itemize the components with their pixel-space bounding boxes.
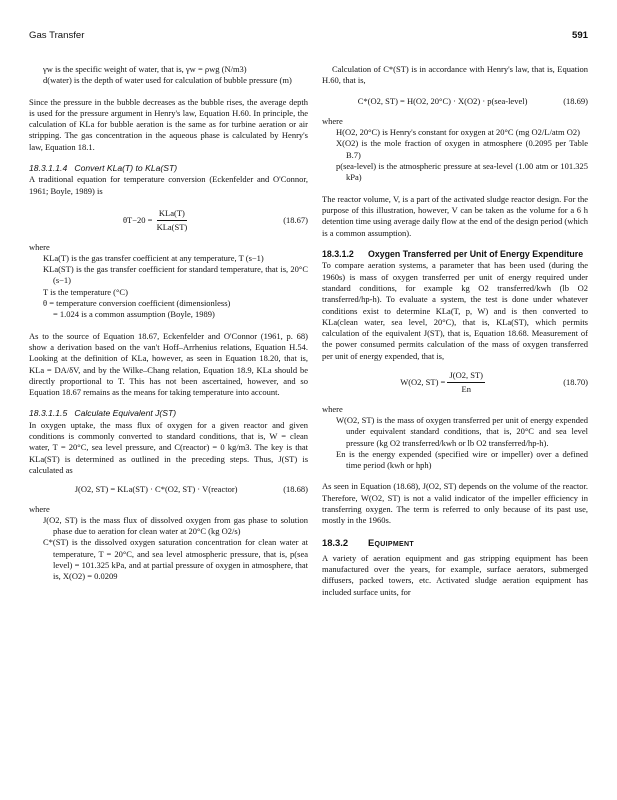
where-label: where	[29, 241, 50, 252]
equation-fraction	[155, 208, 190, 234]
paragraph: As to the source of Equation 18.67, Eckenfelder and O'Connor (1961, p. 68) show a derivation based on the van't Hoff–Arrhenius relations, Equation H.54. Looking at the definition of KLa, however, as seen in Equation 18.20, that is, KLa = DA/δV, and by the Wilke–Chang relation, Equation 18.9, KLa should be directly proportional to T. This has not been ascertained, however, and so Equation 18.67 remains as the means for taking temperature into account.	[29, 330, 308, 398]
equation-18-70	[322, 370, 588, 396]
paragraph: Since the pressure in the bubble decreases as the bubble rises, the average depth is used for the pressure argument in Henry's law, Equation H.60. In principle, the calculation of KLa for bubble aeration is the same as for turbine aeration or air stripping. The gas concentration in the aqueous phase is calculated by Henry's law, Equation 18.1.	[29, 96, 308, 152]
definitions	[322, 127, 588, 183]
equation-fraction	[447, 370, 485, 396]
definition: γw is the specific weight of water, that is, γw = ρwg (N/m3)	[43, 64, 247, 74]
left-column	[29, 64, 308, 583]
section-heading-18-3-1-1-5: 18.3.1.1.5 Calculate Equivalent J(ST)	[29, 408, 177, 419]
definition: X(O2) is the mole fraction of oxygen in atmosphere (0.2095 per Table B.7)	[336, 138, 588, 160]
section-heading-18-3-1-1-4: 18.3.1.1.4 Convert KLa(T) to KLa(ST)	[29, 163, 178, 174]
page-number: 591	[571, 30, 588, 41]
running-title: Gas Transfer	[29, 30, 85, 41]
section-heading-18-3-2: 18.3.2 Equipment	[322, 536, 414, 548]
definition: C*(ST) is the dissolved oxygen saturation concentration for clean water at temperature, T = 20°C, and sea level atmospheric pressure, that is, p(sea level) = 101.325 kPa, and at partial pressure of oxygen in atmosphere, that is, X(O2) = 0.0209	[43, 537, 308, 582]
numerator: J(O2, ST)	[447, 370, 485, 383]
equation-body: J(O2, ST) = KLa(ST) · C*(O2, ST) · V(reactor)	[74, 484, 238, 495]
equation-lhs: θT−20 =	[122, 214, 153, 225]
paragraph: As seen in Equation (18.68), J(O2, ST) depends on the volume of the reactor. Therefore, W(O2, ST) is not a valid indicator of the impeller efficiency in transferring oxygen. The term is referred to only because of its past use, mostly in the 1960s.	[322, 481, 588, 526]
equation-number: (18.68)	[283, 484, 308, 495]
definition: KLa(T) is the gas transfer coefficient at any temperature, T (s−1)	[43, 252, 264, 263]
definition: T is the temperature (°C)	[43, 286, 128, 297]
definition: W(O2, ST) is the mass of oxygen transferred per unit of energy expended under equivalent standard conditions, that is, 20°C and sea level pressure (kg O2 transferred/kwh or lb O2 transferred/hp-h).	[336, 414, 588, 448]
equation-number: (18.69)	[563, 95, 588, 106]
where-label: where	[322, 115, 343, 126]
where-label: where	[29, 503, 50, 514]
paragraph: Calculation of C*(ST) is in accordance with Henry's law, that is, Equation H.60, that is,	[322, 64, 588, 86]
definition: = 1.024 is a common assumption (Boyle, 1989)	[53, 309, 215, 320]
definitions	[29, 253, 308, 321]
definition: En is the energy expended (specified wire or impeller) over a defined time period (kwh or hph)	[336, 448, 588, 471]
definition: KLa(ST) is the gas transfer coefficient for standard temperature, that is, 20°C (s−1)	[43, 264, 308, 286]
equation-18-68	[29, 484, 308, 495]
equation-body: C*(O2, ST) = H(O2, 20°C) · X(O2) · p(sea-level)	[357, 95, 528, 106]
section-heading-18-3-1-2: 18.3.1.2 Oxygen Transferred per Unit of Energy Expenditure	[322, 248, 584, 259]
right-column	[322, 64, 588, 598]
definition: θ = temperature conversion coefficient (dimensionless)	[43, 298, 231, 309]
definitions	[29, 515, 308, 583]
definition: d(water) is the depth of water used for calculation of bubble pressure (m)	[43, 75, 292, 86]
equation-number: (18.70)	[563, 377, 588, 388]
denominator: En	[461, 384, 471, 395]
paragraph: A traditional equation for temperature conversion (Eckenfelder and O'Connor, 1961; Boyle, 1989) is	[29, 174, 308, 196]
denominator: KLa(ST)	[156, 222, 188, 233]
equation-number: (18.67)	[283, 215, 308, 226]
paragraph: A variety of aeration equipment and gas stripping equipment has been manufactured over the years, for example, surface aerators, submerged diffusers, packed towers, etc. Activated sludge aeration equipment has included surface units, for	[322, 552, 588, 597]
paragraph: To compare aeration systems, a parameter that has been used (during the 1960s) is mass of oxygen transferred per unit of energy required under standard conditions, for example kg O2 transferred/kwh (lb O2 transferred/hp-h). To evaluate a system, the test is done under whatever conditions exist to determine KLa(T, p, W) and is then converted to KLa(clean water, sea level, 20°C), that is, KLa(ST), which permits calculation of the equivalent J(ST), that is, Equation 18.68. Measurement of the power consumed permits calculation of the mass of oxygen transferred per unit of energy expended, that is,	[322, 260, 588, 361]
definition: J(O2, ST) is the mass flux of dissolved oxygen from gas phase to solution phase due to aeration for clean water at 20°C (kg O2/s)	[43, 514, 308, 537]
running-head	[29, 30, 588, 44]
definition: H(O2, 20°C) is Henry's constant for oxygen at 20°C (mg O2/L/atm O2)	[336, 127, 580, 138]
paragraph: The reactor volume, V, is a part of the activated sludge reactor design. For the purpose of this illustration, however, V can be taken as the volume for a 6 h detention time using average daily flow at the end of the design period (which is a common assumption).	[322, 193, 588, 238]
equation-lhs: W(O2, ST) =	[400, 376, 446, 387]
paragraph: In oxygen uptake, the mass flux of oxygen for a given reactor and given conditions is commonly converted to standard conditions, that is, W = clean water, T = 20°C, sea level pressure, and C(reactor) = 0 kg/m3. The key is that KLa(ST) is determined as outlined in the preceding steps. Thus, J(ST) is calculated as	[29, 419, 308, 475]
intro-definitions	[29, 64, 308, 87]
equation-18-69	[322, 96, 588, 107]
definition: p(sea-level) is the atmospheric pressure at sea-level (1.00 atm or 101.325 kPa)	[336, 161, 588, 183]
where-label: where	[322, 403, 343, 414]
equation-18-67	[29, 208, 308, 234]
numerator: KLa(T)	[157, 208, 187, 221]
definitions	[322, 415, 588, 471]
